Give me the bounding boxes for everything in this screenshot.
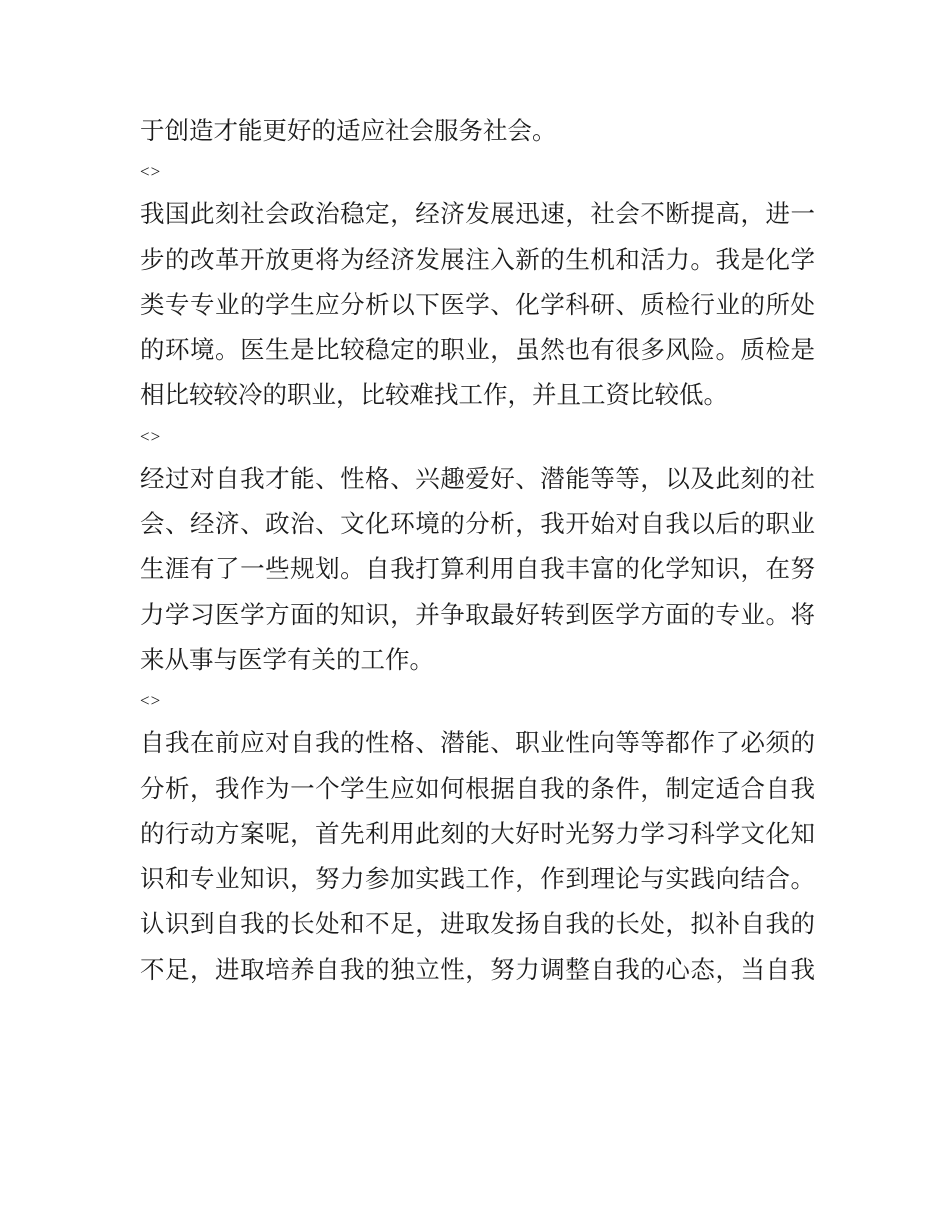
text-line: 的行动方案呢，首先利用此刻的大好时光努力学习科学文化知 [140,818,815,848]
text-line: 经过对自我才能、性格、兴趣爱好、潜能等等，以及此刻的社 [140,463,815,493]
text-line: 于创造才能更好的适应社会服务社会。 [140,116,557,145]
text-line: 生涯有了一些规划。自我打算利用自我丰富的化学知识，在努 [140,554,815,584]
text-line: 会、经济、政治、文化环境的分析，我开始对自我以后的职业 [140,509,815,539]
text-line: 不足，进取培养自我的独立性，努力调整自我的心态，当自我 [140,954,815,984]
separator-marker: <> [140,691,162,711]
text-line: 类专专业的学生应分析以下医学、化学科研、质检行业的所处 [140,289,815,319]
text-line: 识和专业知识，努力参加实践工作，作到理论与实践向结合。 [140,864,815,894]
separator-marker: <> [140,426,162,446]
text-line: 自我在前应对自我的性格、潜能、职业性向等等都作了必须的 [140,728,815,758]
text-line: 来从事与医学有关的工作。 [140,644,434,674]
text-line: 力学习医学方面的知识，并争取最好转到医学方面的专业。将 [140,599,815,629]
document-page [140,108,815,992]
separator-marker: <> [140,162,162,182]
text-line: 分析，我作为一个学生应如何根据自我的条件，制定适合自我 [140,773,815,803]
text-line: 步的改革开放更将为经济发展注入新的生机和活力。我是化学 [140,244,815,274]
text-line: 认识到自我的长处和不足，进取发扬自我的长处，拟补自我的 [140,909,815,939]
text-line: 我国此刻社会政治稳定，经济发展迅速，社会不断提高，进一 [140,199,815,229]
text-line: 相比较较冷的职业，比较难找工作，并且工资比较低。 [140,380,728,410]
text-line: 的环境。医生是比较稳定的职业，虽然也有很多风险。质检是 [140,335,815,365]
